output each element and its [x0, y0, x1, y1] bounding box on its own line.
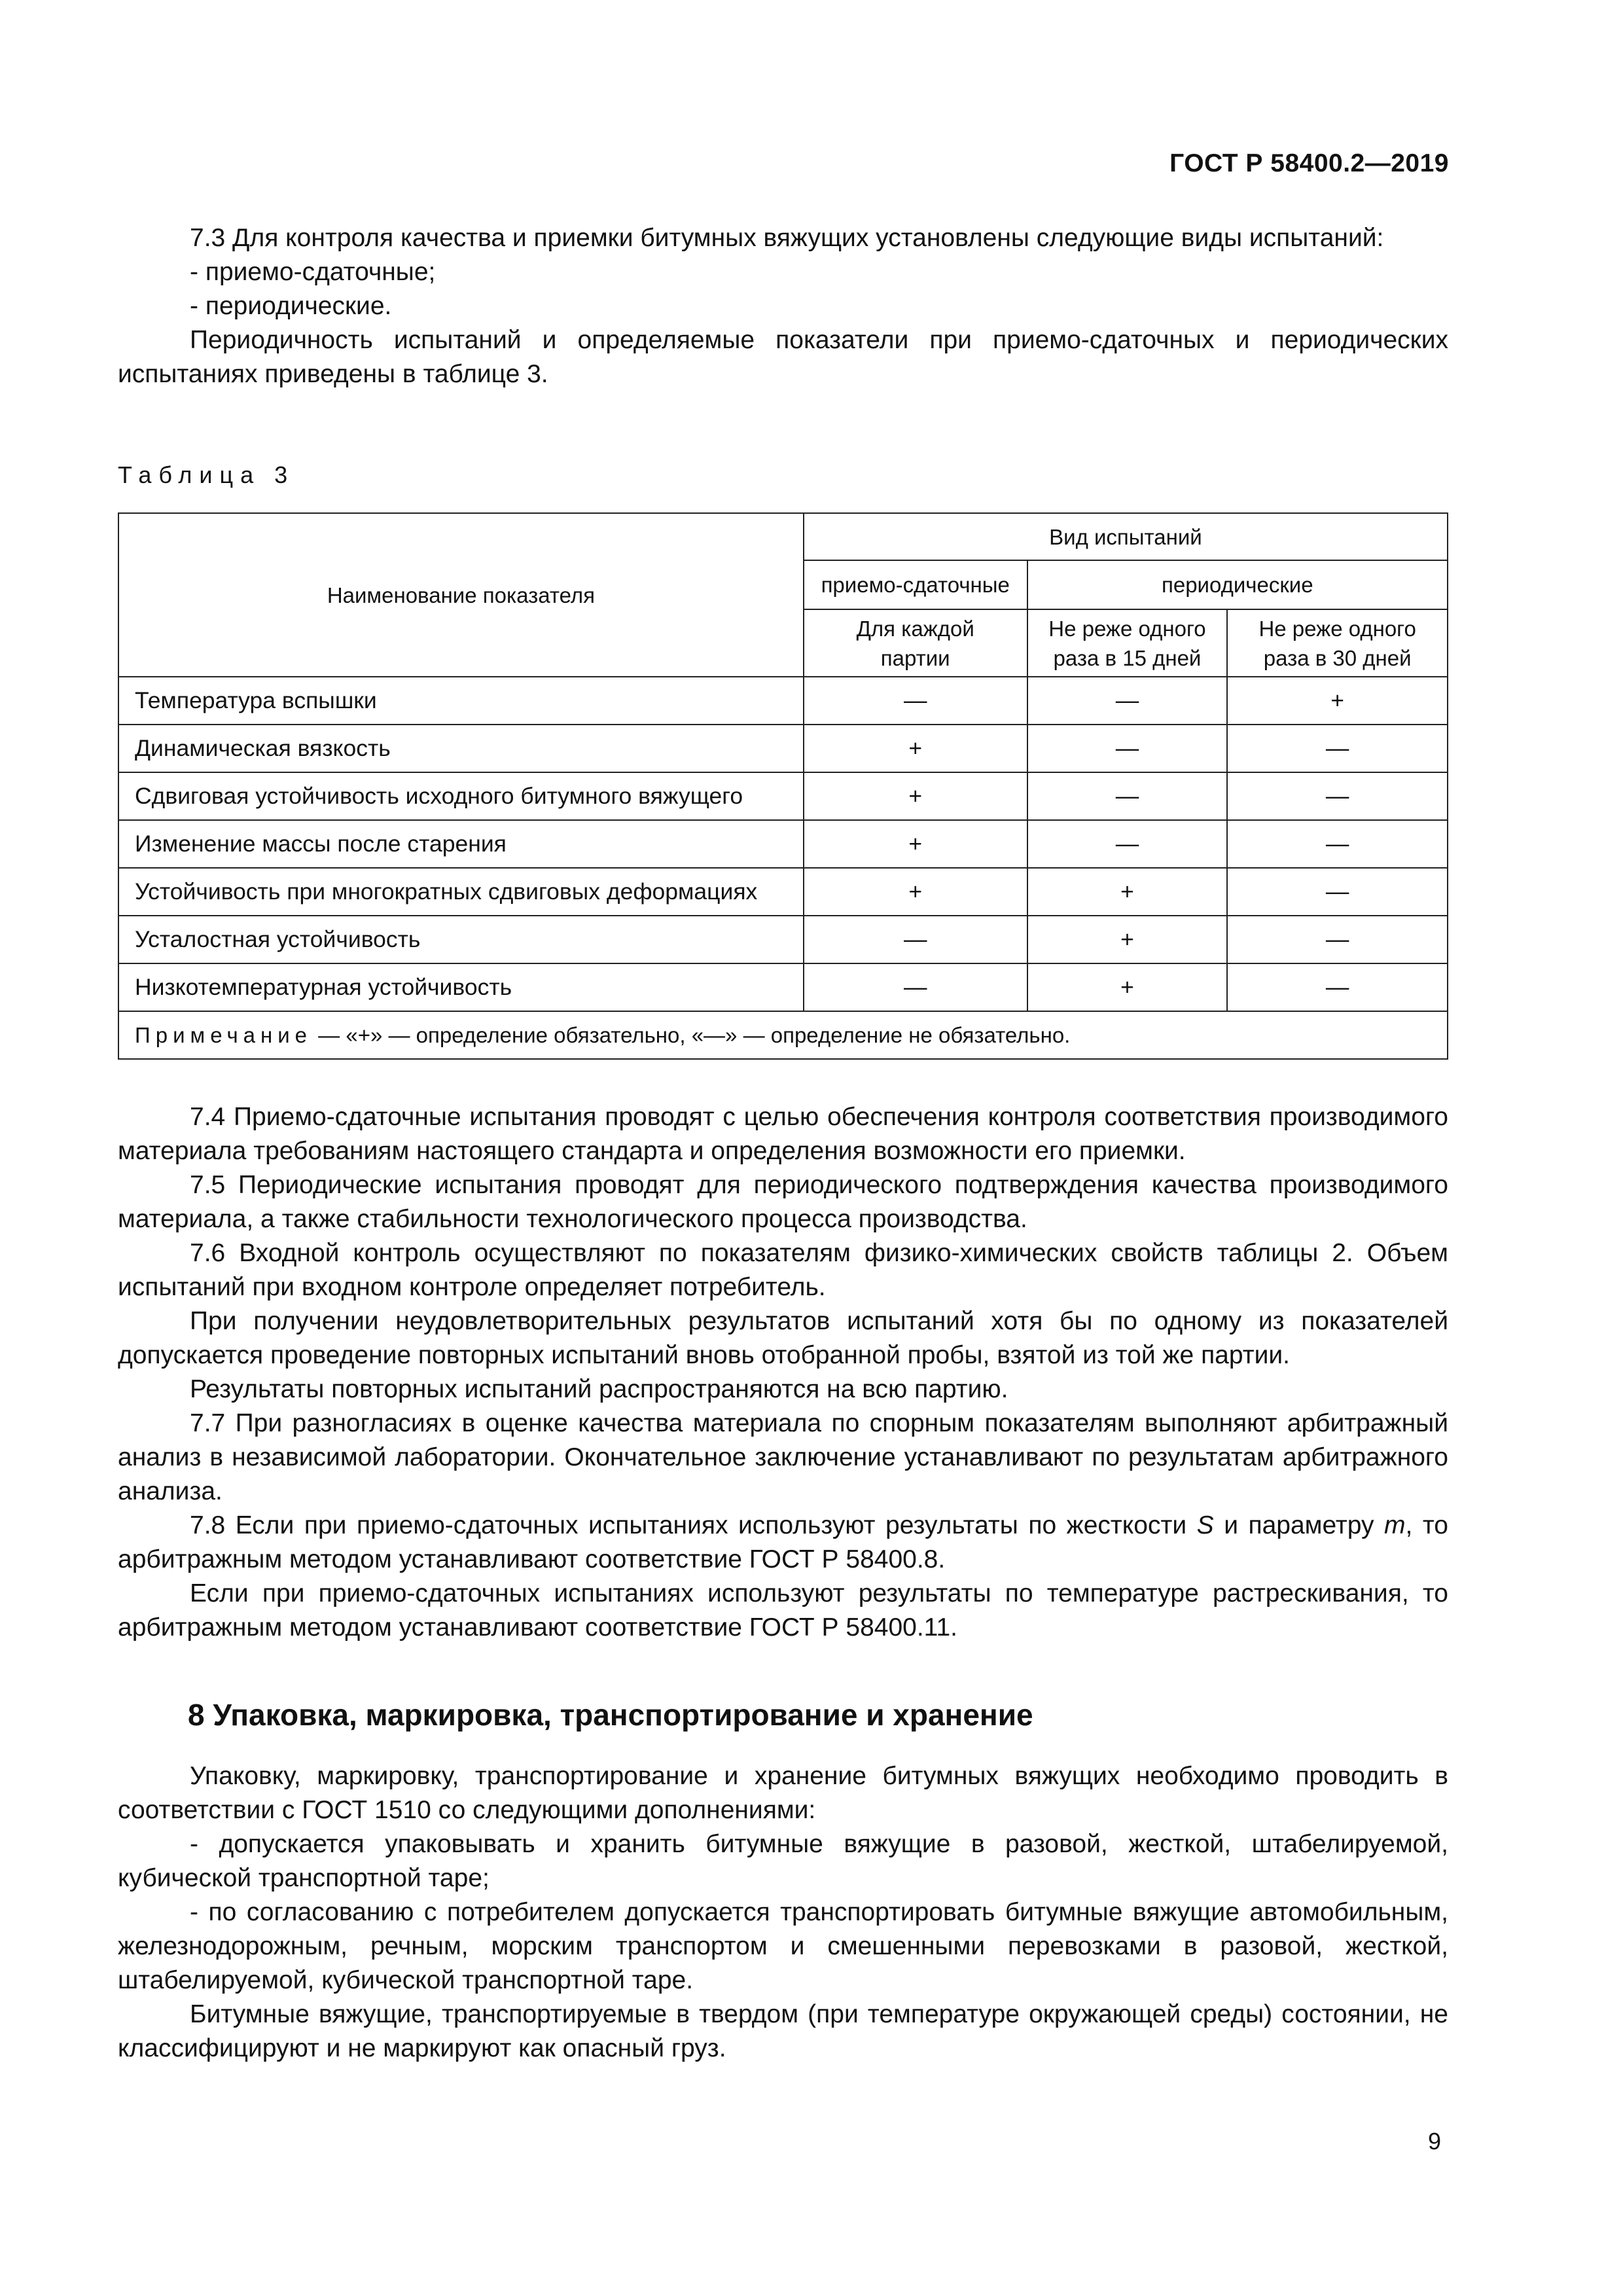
- cell-acceptance: +: [804, 820, 1027, 868]
- symbol-s: S: [1196, 1511, 1214, 1539]
- column-header-each-batch: Для каждой партии: [804, 609, 1027, 677]
- text-run: 7.8 Если при приемо-сдаточных испытаниях используют результаты по жесткости: [190, 1511, 1197, 1539]
- table-3: [118, 512, 1448, 1060]
- row-name: Усталостная устойчивость: [118, 916, 804, 963]
- page-number: 9: [1427, 2128, 1441, 2155]
- intro-section: [118, 221, 1448, 391]
- section-8-body: [118, 1759, 1448, 2066]
- paragraph-hazard: Битумные вяжущие, транспортируемые в твердом (при температуре окружающей среды) состоянии, не классифицируют и не маркируют как опасный груз.: [118, 2000, 1448, 2062]
- table-row: [118, 677, 1448, 725]
- table-row: [118, 820, 1448, 868]
- paragraph-7-5: 7.5 Периодические испытания проводят для периодического подтверждения качества производимого материала, а также стабильности технологического процесса производства.: [118, 1171, 1448, 1233]
- column-header-name: Наименование показателя: [118, 513, 804, 677]
- cell-30-days: —: [1227, 868, 1448, 916]
- row-name: Динамическая вязкость: [118, 725, 804, 772]
- cell-15-days: +: [1027, 963, 1228, 1011]
- paragraph-7-6-results: Результаты повторных испытаний распространяются на всю партию.: [190, 1375, 1008, 1403]
- table-row: [118, 725, 1448, 772]
- column-header-periodic: периодические: [1027, 560, 1448, 609]
- table-row: [118, 963, 1448, 1011]
- cell-acceptance: —: [804, 916, 1027, 963]
- paragraph-7-7: 7.7 При разногласиях в оценке качества материала по спорным показателям выполняют арбитражный анализ в независимой лаборатории. Окончательное заключение устанавливают по результатам арбитражного анализа.: [118, 1409, 1448, 1505]
- list-item: - по согласованию с потребителем допускается транспортировать битумные вяжущие автомобильным, железнодорожным, речным, морским транспортом и смешенными перевозками в разовой, жесткой, штабелируемой, кубической транспортной таре.: [118, 1898, 1448, 1994]
- table-row: [118, 868, 1448, 916]
- cell-15-days: —: [1027, 772, 1228, 820]
- column-header-30-days: Не реже одного раза в 30 дней: [1227, 609, 1448, 677]
- note-text: — «+» — определение обязательно, «—» — определение не обязательно.: [312, 1022, 1071, 1047]
- symbol-m: m: [1384, 1511, 1406, 1539]
- cell-acceptance: —: [804, 963, 1027, 1011]
- cell-15-days: +: [1027, 916, 1228, 963]
- row-name: Температура вспышки: [118, 677, 804, 725]
- paragraph-packaging: Упаковку, маркировку, транспортирование и хранение битумных вяжущих необходимо проводить в соответствии с ГОСТ 1510 со следующими дополнениями:: [118, 1762, 1448, 1824]
- row-name: Изменение массы после старения: [118, 820, 804, 868]
- cell-acceptance: —: [804, 677, 1027, 725]
- standard-code: ГОСТ Р 58400.2—2019: [1169, 149, 1449, 177]
- cell-30-days: —: [1227, 725, 1448, 772]
- cell-15-days: —: [1027, 820, 1228, 868]
- paragraph-7-3: 7.3 Для контроля качества и приемки битумных вяжущих установлены следующие виды испытаний:: [190, 224, 1384, 252]
- table-row: [118, 916, 1448, 963]
- cell-acceptance: +: [804, 868, 1027, 916]
- clauses-section: [118, 1100, 1448, 1645]
- list-item: - периодические.: [190, 292, 392, 320]
- cell-30-days: —: [1227, 820, 1448, 868]
- note-label: Примечание: [135, 1022, 313, 1047]
- row-name: Устойчивость при многократных сдвиговых деформациях: [118, 868, 804, 916]
- section-8-title: 8 Упаковка, маркировка, транспортирование и хранение: [188, 1698, 1033, 1732]
- cell-15-days: +: [1027, 868, 1228, 916]
- paragraph-7-8-cracking: Если при приемо-сдаточных испытаниях используют результаты по температуре растрескивания, то арбитражным методом устанавливают соответствие ГОСТ Р 58400.11.: [118, 1579, 1448, 1641]
- table-note: [118, 1011, 1448, 1059]
- cell-15-days: —: [1027, 725, 1228, 772]
- text-run: , то арбитражным методом устанавливают соответствие ГОСТ Р 58400.8.: [118, 1511, 1448, 1573]
- cell-15-days: —: [1027, 677, 1228, 725]
- cell-acceptance: +: [804, 725, 1027, 772]
- paragraph-7-6-retest: При получении неудовлетворительных результатов испытаний хотя бы по одному из показателей допускается проведение повторных испытаний вновь отобранной пробы, взятой из той же партии.: [118, 1307, 1448, 1369]
- column-header-15-days: Не реже одного раза в 15 дней: [1027, 609, 1228, 677]
- row-name: Сдвиговая устойчивость исходного битумного вяжущего: [118, 772, 804, 820]
- column-header-test-type: Вид испытаний: [804, 513, 1448, 560]
- paragraph-periodicity: Периодичность испытаний и определяемые показатели при приемо-сдаточных и периодических испытаниях приведены в таблице 3.: [118, 326, 1448, 388]
- paragraph-7-8: [118, 1509, 1448, 1577]
- cell-30-days: —: [1227, 916, 1448, 963]
- paragraph-7-6: 7.6 Входной контроль осуществляют по показателям физико-химических свойств таблицы 2. Объем испытаний при входном контроле определяет потребитель.: [118, 1239, 1448, 1301]
- cell-30-days: —: [1227, 963, 1448, 1011]
- cell-acceptance: +: [804, 772, 1027, 820]
- list-item: - допускается упаковывать и хранить битумные вяжущие в разовой, жесткой, штабелируемой, кубической транспортной таре;: [118, 1830, 1448, 1892]
- text-run: и параметру: [1213, 1511, 1385, 1539]
- row-name: Низкотемпературная устойчивость: [118, 963, 804, 1011]
- table-caption: Таблица 3: [118, 461, 295, 488]
- cell-30-days: —: [1227, 772, 1448, 820]
- table-note-row: [118, 1011, 1448, 1059]
- table-row: [118, 772, 1448, 820]
- list-item: - приемо-сдаточные;: [190, 258, 436, 286]
- paragraph-7-4: 7.4 Приемо-сдаточные испытания проводят с целью обеспечения контроля соответствия производимого материала требованиям настоящего стандарта и определения возможности его приемки.: [118, 1103, 1448, 1165]
- cell-30-days: +: [1227, 677, 1448, 725]
- column-header-acceptance: приемо-сдаточные: [804, 560, 1027, 609]
